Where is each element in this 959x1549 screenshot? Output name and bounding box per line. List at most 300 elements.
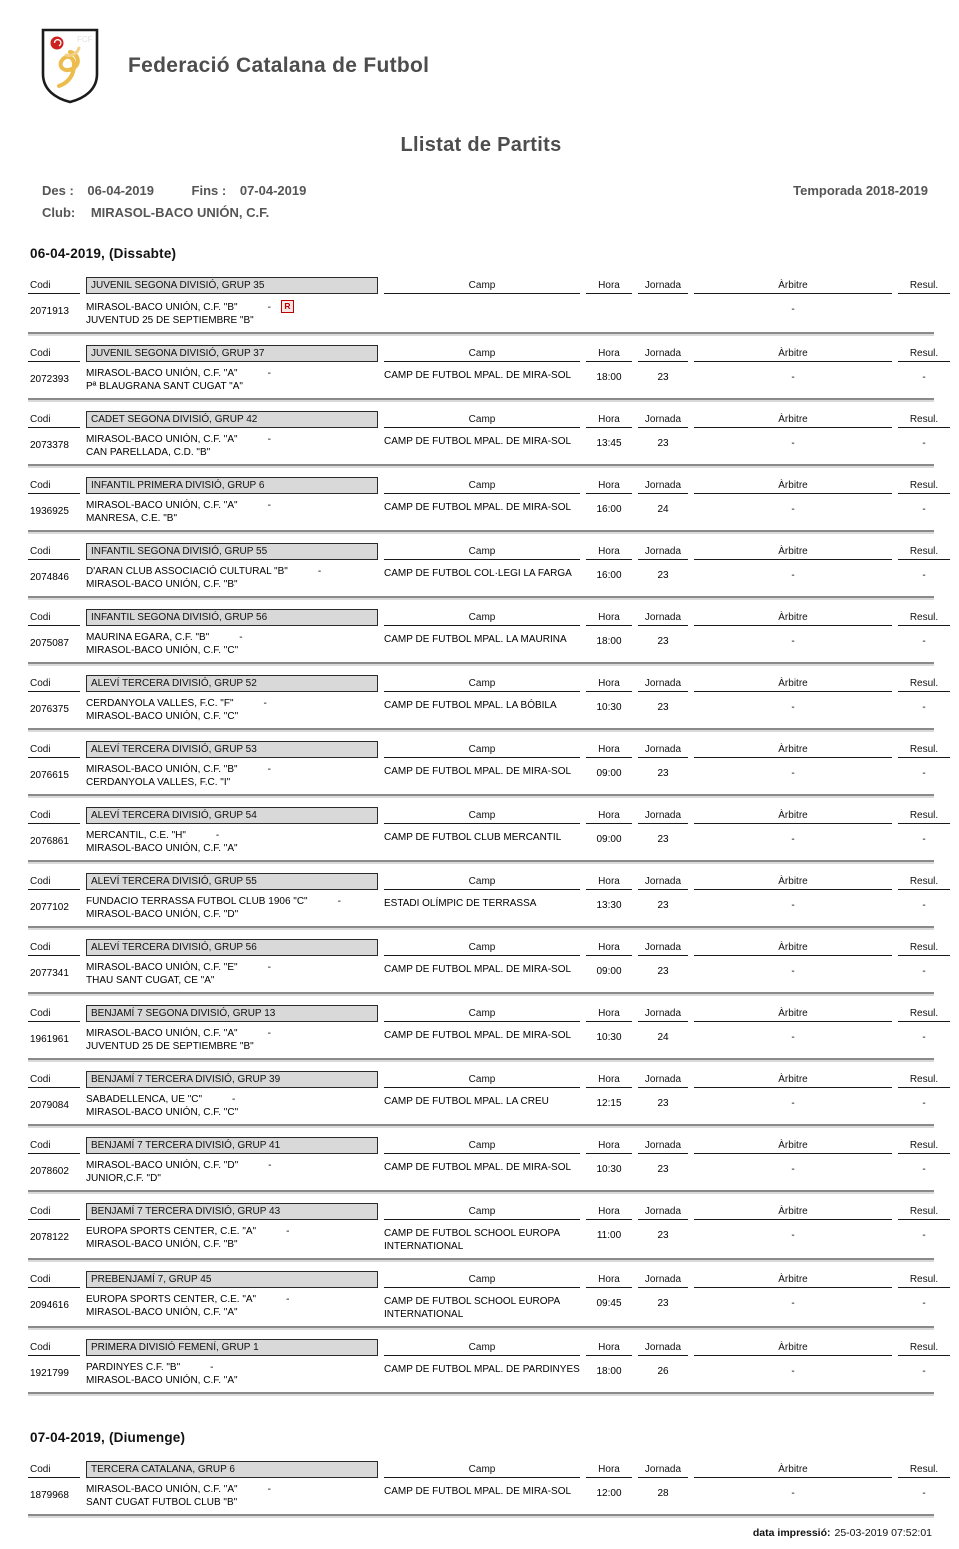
block-separator xyxy=(28,398,934,402)
jornada-header: Jornada xyxy=(638,1342,688,1356)
match-header-row xyxy=(28,477,939,494)
date-heading: 07-04-2019, (Diumenge) xyxy=(30,1430,186,1445)
match-block xyxy=(28,1203,939,1262)
resul-value: - xyxy=(922,1366,926,1377)
match-header-row xyxy=(28,1137,939,1154)
jornada-value: 23 xyxy=(657,1230,669,1241)
home-team: D'ARAN CLUB ASSOCIACIÓ CULTURAL "B" xyxy=(86,566,288,577)
resul-header: Resul. xyxy=(898,348,950,362)
hora-header: Hora xyxy=(586,612,632,626)
competition-box: JUVENIL SEGONA DIVISIÓ, GRUP 37 xyxy=(86,345,378,362)
competition-box: BENJAMÍ 7 SEGONA DIVISIÓ, GRUP 13 xyxy=(86,1005,378,1022)
arbitre-value: - xyxy=(791,636,795,647)
hora-header: Hora xyxy=(586,1342,632,1356)
jornada-header: Jornada xyxy=(638,810,688,824)
codi-header: Codi xyxy=(28,414,80,428)
hora-header: Hora xyxy=(586,1206,632,1220)
codi-header: Codi xyxy=(28,1140,80,1154)
hora-value: 09:00 xyxy=(596,966,622,977)
match-code: 2076861 xyxy=(30,836,69,847)
block-separator xyxy=(28,662,934,666)
block-separator xyxy=(28,530,934,534)
match-block xyxy=(28,277,939,336)
resul-header: Resul. xyxy=(898,480,950,494)
match-data-row xyxy=(28,1294,934,1321)
block-separator xyxy=(28,1058,934,1062)
versus-dash: - xyxy=(267,500,271,511)
match-list xyxy=(28,1461,939,1518)
hora-value: 10:30 xyxy=(596,702,622,713)
match-data-row xyxy=(28,566,934,591)
camp-value: CAMP DE FUTBOL MPAL. DE MIRA-SOL xyxy=(384,964,572,975)
match-data-row xyxy=(28,896,934,921)
arbitre-value: - xyxy=(791,1488,795,1499)
home-team: MERCANTIL, C.E. "H" xyxy=(86,830,186,841)
camp-value: CAMP DE FUTBOL MPAL. DE MIRA-SOL xyxy=(384,1486,572,1497)
arbitre-header: Àrbitre xyxy=(694,1464,892,1478)
match-block xyxy=(28,1339,939,1396)
arbitre-value: - xyxy=(791,1230,795,1241)
jornada-value: 23 xyxy=(657,768,669,779)
away-team: THAU SANT CUGAT, CE "A" xyxy=(86,974,215,986)
arbitre-value: - xyxy=(791,834,795,845)
competition-box: ALEVÍ TERCERA DIVISIÓ, GRUP 55 xyxy=(86,873,378,890)
jornada-value: 23 xyxy=(657,570,669,581)
report-header xyxy=(28,20,934,112)
away-team: JUVENTUD 25 DE SEPTIEMBRE "B" xyxy=(86,1040,254,1052)
versus-dash: - xyxy=(286,1294,290,1305)
arbitre-header: Àrbitre xyxy=(694,1140,892,1154)
hora-header: Hora xyxy=(586,1274,632,1288)
match-code: 2073378 xyxy=(30,440,69,451)
codi-header: Codi xyxy=(28,876,80,890)
match-data-row xyxy=(28,500,934,525)
arbitre-value: - xyxy=(791,304,795,315)
away-team: MIRASOL-BACO UNIÓN, C.F. "B" xyxy=(86,578,238,590)
jornada-value: 23 xyxy=(657,702,669,713)
camp-header: Camp xyxy=(384,1464,580,1478)
camp-header: Camp xyxy=(384,1140,580,1154)
block-separator xyxy=(28,728,934,732)
camp-value: CAMP DE FUTBOL MPAL. DE MIRA-SOL xyxy=(384,1030,572,1041)
match-block xyxy=(28,741,939,798)
resul-value: - xyxy=(922,372,926,383)
resul-header: Resul. xyxy=(898,876,950,890)
resul-header: Resul. xyxy=(898,1274,950,1288)
jornada-header: Jornada xyxy=(638,678,688,692)
arbitre-header: Àrbitre xyxy=(694,546,892,560)
match-code: 2072393 xyxy=(30,374,69,385)
temporada-label: Temporada 2018-2019 xyxy=(793,183,928,198)
home-team: CERDANYOLA VALLES, F.C. "F" xyxy=(86,698,234,709)
match-list xyxy=(28,277,939,1396)
jornada-header: Jornada xyxy=(638,1206,688,1220)
camp-header: Camp xyxy=(384,1342,580,1356)
resul-header: Resul. xyxy=(898,1008,950,1022)
arbitre-value: - xyxy=(791,966,795,977)
away-team: SANT CUGAT FUTBOL CLUB "B" xyxy=(86,1496,238,1508)
camp-header: Camp xyxy=(384,414,580,428)
des-label: Des : xyxy=(42,183,74,198)
competition-box: BENJAMÍ 7 TERCERA DIVISIÓ, GRUP 41 xyxy=(86,1137,378,1154)
camp-value: CAMP DE FUTBOL MPAL. DE MIRA-SOL xyxy=(384,766,572,777)
competition-box: INFANTIL SEGONA DIVISIÓ, GRUP 56 xyxy=(86,609,378,626)
club-row xyxy=(28,205,934,220)
match-code: 2076615 xyxy=(30,770,69,781)
arbitre-header: Àrbitre xyxy=(694,1342,892,1356)
hora-value: 13:45 xyxy=(596,438,622,449)
hora-header: Hora xyxy=(586,414,632,428)
codi-header: Codi xyxy=(28,348,80,362)
jornada-value: 26 xyxy=(657,1366,669,1377)
match-sections xyxy=(28,246,939,1518)
home-team: MIRASOL-BACO UNIÓN, C.F. "A" xyxy=(86,434,238,445)
competition-box: ALEVÍ TERCERA DIVISIÓ, GRUP 52 xyxy=(86,675,378,692)
hora-value: 11:00 xyxy=(596,1230,622,1241)
resul-header: Resul. xyxy=(898,1464,950,1478)
hora-header: Hora xyxy=(586,744,632,758)
jornada-value: 23 xyxy=(657,834,669,845)
jornada-header: Jornada xyxy=(638,280,688,294)
home-team: FUNDACIO TERRASSA FUTBOL CLUB 1906 "C" xyxy=(86,896,308,907)
match-header-row xyxy=(28,1271,939,1288)
jornada-header: Jornada xyxy=(638,876,688,890)
match-header-row xyxy=(28,277,939,294)
camp-value: CAMP DE FUTBOL MPAL. DE MIRA-SOL xyxy=(384,1162,572,1173)
competition-box: CADET SEGONA DIVISIÓ, GRUP 42 xyxy=(86,411,378,428)
versus-dash: - xyxy=(210,1362,214,1373)
camp-value: CAMP DE FUTBOL CLUB MERCANTIL xyxy=(384,832,562,843)
hora-header: Hora xyxy=(586,876,632,890)
match-header-row xyxy=(28,807,939,824)
match-header-row xyxy=(28,1071,939,1088)
resul-value: - xyxy=(922,438,926,449)
versus-dash: - xyxy=(239,632,243,643)
away-team: JUNIOR,C.F. "D" xyxy=(86,1172,161,1184)
competition-box: INFANTIL SEGONA DIVISIÓ, GRUP 55 xyxy=(86,543,378,560)
resul-value: - xyxy=(922,1298,926,1309)
versus-dash: - xyxy=(317,566,322,577)
versus-dash: - xyxy=(267,302,271,313)
block-separator xyxy=(28,1514,934,1518)
jornada-header: Jornada xyxy=(638,744,688,758)
arbitre-value: - xyxy=(791,372,795,383)
home-team: MIRASOL-BACO UNIÓN, C.F. "A" xyxy=(86,1484,238,1495)
camp-value: CAMP DE FUTBOL COL·LEGI LA FARGA xyxy=(384,568,572,579)
camp-value xyxy=(384,300,580,302)
match-data-row xyxy=(28,830,934,855)
match-header-row xyxy=(28,939,939,956)
jornada-value: 23 xyxy=(657,1098,669,1109)
match-code: 2076375 xyxy=(30,704,69,715)
away-team: MIRASOL-BACO UNIÓN, C.F. "D" xyxy=(86,908,239,920)
match-block xyxy=(28,807,939,864)
resul-header: Resul. xyxy=(898,546,950,560)
codi-header: Codi xyxy=(28,612,80,626)
camp-header: Camp xyxy=(384,678,580,692)
camp-value: ESTADI OLÍMPIC DE TERRASSA xyxy=(384,898,537,909)
versus-dash: - xyxy=(286,1226,290,1237)
resul-header: Resul. xyxy=(898,1140,950,1154)
match-data-row xyxy=(28,1226,934,1253)
hora-header: Hora xyxy=(586,280,632,294)
arbitre-header: Àrbitre xyxy=(694,280,892,294)
match-data-row xyxy=(28,1362,934,1387)
codi-header: Codi xyxy=(28,1464,80,1478)
camp-header: Camp xyxy=(384,744,580,758)
svg-text:FCF: FCF xyxy=(77,35,93,44)
codi-header: Codi xyxy=(28,280,80,294)
away-team: MIRASOL-BACO UNIÓN, C.F. "C" xyxy=(86,644,239,656)
camp-header: Camp xyxy=(384,1274,580,1288)
away-team: Pª BLAUGRANA SANT CUGAT "A" xyxy=(86,380,243,392)
camp-value: CAMP DE FUTBOL MPAL. DE MIRA-SOL xyxy=(384,436,572,447)
hora-header: Hora xyxy=(586,1464,632,1478)
camp-header: Camp xyxy=(384,280,580,294)
jornada-header: Jornada xyxy=(638,414,688,428)
match-block xyxy=(28,345,939,402)
arbitre-header: Àrbitre xyxy=(694,414,892,428)
jornada-value: 23 xyxy=(657,1298,669,1309)
away-team: MANRESA, C.E. "B" xyxy=(86,512,178,524)
competition-box: ALEVÍ TERCERA DIVISIÓ, GRUP 54 xyxy=(86,807,378,824)
home-team: EUROPA SPORTS CENTER, C.E. "A" xyxy=(86,1226,257,1237)
resul-header: Resul. xyxy=(898,678,950,692)
versus-dash: - xyxy=(267,962,271,973)
away-team: MIRASOL-BACO UNIÓN, C.F. "A" xyxy=(86,1306,238,1318)
match-block xyxy=(28,939,939,996)
fcf-shield-logo-icon xyxy=(40,27,100,105)
versus-dash: - xyxy=(267,434,271,445)
match-header-row xyxy=(28,609,939,626)
resul-value: - xyxy=(922,702,926,713)
arbitre-value: - xyxy=(791,702,795,713)
match-data-row xyxy=(28,1160,934,1185)
arbitre-value: - xyxy=(791,768,795,779)
block-separator xyxy=(28,794,934,798)
match-header-row xyxy=(28,675,939,692)
hora-value: 09:45 xyxy=(596,1298,622,1309)
camp-value: CAMP DE FUTBOL MPAL. LA BÓBILA xyxy=(384,700,557,711)
match-block xyxy=(28,543,939,600)
versus-dash: - xyxy=(267,1484,271,1495)
resul-value: - xyxy=(922,1488,926,1499)
resul-value: - xyxy=(922,1032,926,1043)
resul-header: Resul. xyxy=(898,810,950,824)
resul-header: Resul. xyxy=(898,1074,950,1088)
resul-value: - xyxy=(922,900,926,911)
hora-header: Hora xyxy=(586,678,632,692)
resul-value: - xyxy=(922,636,926,647)
camp-value: CAMP DE FUTBOL MPAL. LA MAURINA xyxy=(384,634,567,645)
match-data-row xyxy=(28,1094,934,1119)
arbitre-value: - xyxy=(791,900,795,911)
camp-header: Camp xyxy=(384,348,580,362)
camp-header: Camp xyxy=(384,1008,580,1022)
jornada-value: 24 xyxy=(657,504,669,515)
hora-value xyxy=(586,300,632,304)
jornada-header: Jornada xyxy=(638,480,688,494)
jornada-value xyxy=(638,300,688,304)
arbitre-value: - xyxy=(791,438,795,449)
match-code: 1879968 xyxy=(30,1490,69,1501)
jornada-header: Jornada xyxy=(638,612,688,626)
hora-header: Hora xyxy=(586,1140,632,1154)
fins-value: 07-04-2019 xyxy=(239,183,307,198)
camp-header: Camp xyxy=(384,942,580,956)
arbitre-header: Àrbitre xyxy=(694,1008,892,1022)
arbitre-header: Àrbitre xyxy=(694,1274,892,1288)
match-header-row xyxy=(28,1461,939,1478)
resul-header: Resul. xyxy=(898,280,950,294)
jornada-value: 23 xyxy=(657,372,669,383)
resul-value: - xyxy=(922,768,926,779)
camp-header: Camp xyxy=(384,546,580,560)
match-code: 1921799 xyxy=(30,1368,69,1379)
hora-value: 18:00 xyxy=(596,372,622,383)
hora-value: 10:30 xyxy=(596,1032,622,1043)
camp-header: Camp xyxy=(384,612,580,626)
codi-header: Codi xyxy=(28,480,80,494)
hora-value: 16:00 xyxy=(596,504,622,515)
arbitre-value: - xyxy=(791,1098,795,1109)
resul-header: Resul. xyxy=(898,942,950,956)
resul-header: Resul. xyxy=(898,612,950,626)
jornada-header: Jornada xyxy=(638,942,688,956)
r-badge-icon: R xyxy=(281,300,294,313)
match-header-row xyxy=(28,1005,939,1022)
print-date-label: data impressió: xyxy=(752,1527,831,1539)
hora-value: 18:00 xyxy=(596,636,622,647)
hora-value: 12:00 xyxy=(596,1488,622,1499)
competition-box: PRIMERA DIVISIÓ FEMENÍ, GRUP 1 xyxy=(86,1339,378,1356)
hora-value: 13:30 xyxy=(596,900,622,911)
jornada-value: 28 xyxy=(657,1488,669,1499)
home-team: MIRASOL-BACO UNIÓN, C.F. "B" xyxy=(86,302,238,313)
match-block xyxy=(28,1271,939,1330)
jornada-value: 24 xyxy=(657,1032,669,1043)
match-block xyxy=(28,1137,939,1194)
competition-box: ALEVÍ TERCERA DIVISIÓ, GRUP 56 xyxy=(86,939,378,956)
away-team: JUVENTUD 25 DE SEPTIEMBRE "B" xyxy=(86,314,254,326)
arbitre-header: Àrbitre xyxy=(694,348,892,362)
match-data-row xyxy=(28,632,934,657)
arbitre-header: Àrbitre xyxy=(694,480,892,494)
arbitre-header: Àrbitre xyxy=(694,942,892,956)
home-team: MAURINA EGARA, C.F. "B" xyxy=(86,632,210,643)
away-team: MIRASOL-BACO UNIÓN, C.F. "A" xyxy=(86,842,238,854)
match-block xyxy=(28,1005,939,1062)
match-code: 2079084 xyxy=(30,1100,69,1111)
versus-dash: - xyxy=(268,1160,272,1171)
hora-value: 09:00 xyxy=(596,834,622,845)
match-data-row xyxy=(28,368,934,393)
match-header-row xyxy=(28,411,939,428)
match-data-row xyxy=(28,698,934,723)
match-data-row xyxy=(28,300,934,327)
camp-header: Camp xyxy=(384,810,580,824)
hora-header: Hora xyxy=(586,1074,632,1088)
home-team: EUROPA SPORTS CENTER, C.E. "A" xyxy=(86,1294,257,1305)
block-separator xyxy=(28,1124,934,1128)
versus-dash: - xyxy=(267,764,271,775)
fins-label: Fins : xyxy=(191,183,227,198)
resul-value: - xyxy=(922,1230,926,1241)
match-block xyxy=(28,609,939,666)
versus-dash: - xyxy=(215,830,220,841)
block-separator xyxy=(28,926,934,930)
resul-header: Resul. xyxy=(898,744,950,758)
resul-header: Resul. xyxy=(898,414,950,428)
club-value: MIRASOL-BACO UNIÓN, C.F. xyxy=(90,205,270,220)
match-header-row xyxy=(28,873,939,890)
resul-value: - xyxy=(922,834,926,845)
hora-value: 10:30 xyxy=(596,1164,622,1175)
resul-header: Resul. xyxy=(898,1206,950,1220)
competition-box: BENJAMÍ 7 TERCERA DIVISIÓ, GRUP 43 xyxy=(86,1203,378,1220)
match-block xyxy=(28,675,939,732)
arbitre-header: Àrbitre xyxy=(694,1074,892,1088)
camp-header: Camp xyxy=(384,480,580,494)
competition-box: PREBENJAMÍ 7, GRUP 45 xyxy=(86,1271,378,1288)
resul-value: - xyxy=(922,966,926,977)
jornada-header: Jornada xyxy=(638,1464,688,1478)
camp-header: Camp xyxy=(384,1206,580,1220)
match-header-row xyxy=(28,741,939,758)
date-section xyxy=(28,246,939,1396)
match-code: 2078602 xyxy=(30,1166,69,1177)
arbitre-value: - xyxy=(791,570,795,581)
home-team: MIRASOL-BACO UNIÓN, C.F. "D" xyxy=(86,1160,239,1171)
match-block xyxy=(28,1461,939,1518)
jornada-value: 23 xyxy=(657,966,669,977)
match-code: 1961961 xyxy=(30,1034,69,1045)
jornada-header: Jornada xyxy=(638,1140,688,1154)
hora-value: 09:00 xyxy=(596,768,622,779)
jornada-value: 23 xyxy=(657,900,669,911)
competition-box: BENJAMÍ 7 TERCERA DIVISIÓ, GRUP 39 xyxy=(86,1071,378,1088)
codi-header: Codi xyxy=(28,810,80,824)
competition-box: JUVENIL SEGONA DIVISIÓ, GRUP 35 xyxy=(86,277,378,294)
home-team: MIRASOL-BACO UNIÓN, C.F. "A" xyxy=(86,368,238,379)
date-range-row xyxy=(28,183,934,198)
block-separator xyxy=(28,992,934,996)
print-footer xyxy=(28,1527,934,1539)
date-range xyxy=(42,183,316,198)
hora-header: Hora xyxy=(586,480,632,494)
versus-dash: - xyxy=(267,1028,271,1039)
home-team: MIRASOL-BACO UNIÓN, C.F. "A" xyxy=(86,500,238,511)
away-team: MIRASOL-BACO UNIÓN, C.F. "C" xyxy=(86,710,239,722)
block-separator xyxy=(28,1190,934,1194)
codi-header: Codi xyxy=(28,1008,80,1022)
club-label: Club: xyxy=(42,205,76,220)
away-team: MIRASOL-BACO UNIÓN, C.F. "C" xyxy=(86,1106,239,1118)
block-separator xyxy=(28,1326,934,1330)
resul-value: - xyxy=(922,570,926,581)
match-header-row xyxy=(28,1339,939,1356)
codi-header: Codi xyxy=(28,942,80,956)
match-data-row xyxy=(28,962,934,987)
match-header-row xyxy=(28,345,939,362)
match-code: 2071913 xyxy=(30,306,69,317)
jornada-value: 23 xyxy=(657,438,669,449)
match-data-row xyxy=(28,1484,934,1509)
camp-value: CAMP DE FUTBOL SCHOOL EUROPA INTERNATIONAL xyxy=(384,1228,560,1252)
block-separator xyxy=(28,1258,934,1262)
competition-box: INFANTIL PRIMERA DIVISIÓ, GRUP 6 xyxy=(86,477,378,494)
block-separator xyxy=(28,596,934,600)
